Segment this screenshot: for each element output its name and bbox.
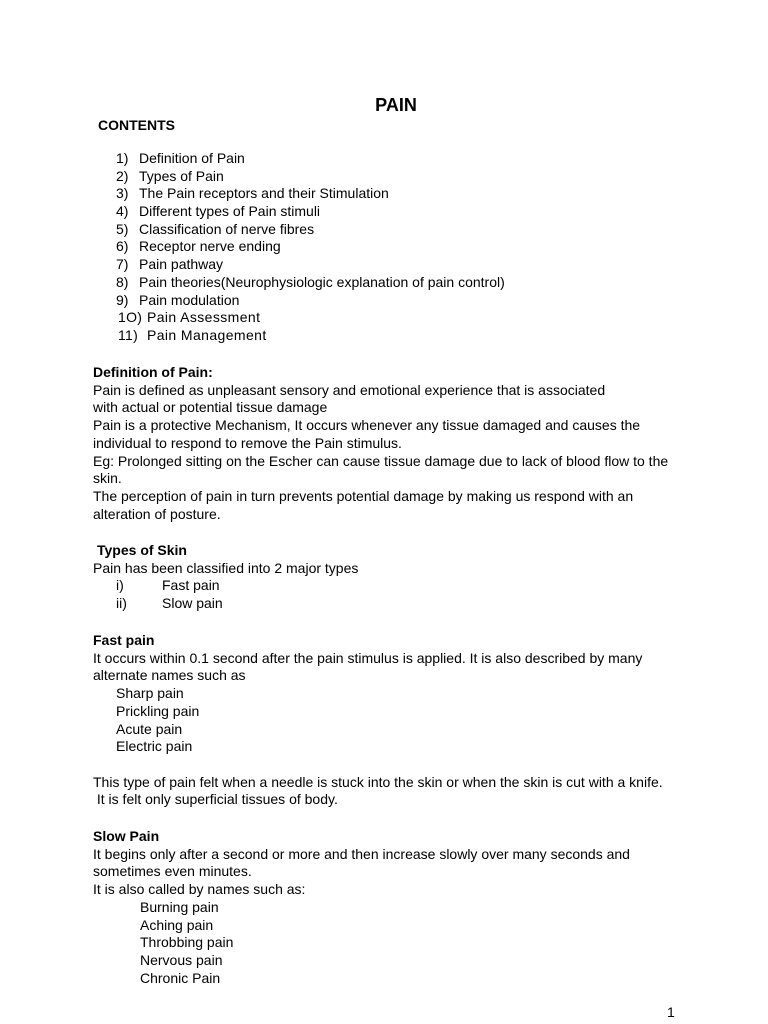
- toc-text: Pain Management: [147, 326, 267, 343]
- paragraph-line: It is felt only superficial tissues of body.: [93, 791, 338, 808]
- toc-item: [116, 150, 505, 168]
- paragraph-line: skin.: [93, 470, 122, 487]
- toc-text: Pain pathway: [139, 256, 224, 273]
- section-heading: Fast pain: [93, 632, 155, 648]
- paragraph-line: Pain is defined as unpleasant sensory and emotional experience that is associated: [93, 381, 606, 398]
- toc-number: 5): [116, 220, 129, 237]
- section-heading: Definition of Pain:: [93, 364, 213, 380]
- paragraph-line: individual to respond to remove the Pain stimulus.: [93, 434, 402, 451]
- table-of-contents: [116, 150, 505, 345]
- toc-item: [116, 168, 505, 186]
- paragraph-line: alternate names such as: [93, 667, 246, 684]
- toc-number: 11): [118, 326, 139, 343]
- slow-pain-section: [93, 828, 743, 987]
- list-item: Prickling pain: [116, 702, 200, 719]
- toc-number: 1O): [118, 309, 143, 326]
- paragraph-line: It begins only after a second or more and then increase slowly over many seconds and: [93, 845, 630, 862]
- toc-text: The Pain receptors and their Stimulation: [139, 185, 389, 202]
- list-item: [93, 577, 743, 595]
- toc-item: [116, 274, 505, 292]
- list-item: Burning pain: [140, 898, 219, 915]
- paragraph-line: sometimes even minutes.: [93, 863, 252, 880]
- types-section: [93, 542, 743, 613]
- toc-text: Receptor nerve ending: [139, 238, 281, 255]
- list-item: Sharp pain: [116, 685, 184, 702]
- contents-heading: CONTENTS: [98, 117, 175, 133]
- page-number: 1: [667, 1004, 675, 1020]
- toc-number: 6): [116, 238, 129, 255]
- paragraph-line: alteration of posture.: [93, 505, 221, 522]
- toc-item: [118, 327, 505, 345]
- toc-text: Different types of Pain stimuli: [139, 203, 321, 220]
- toc-item: [116, 292, 505, 310]
- toc-text: Types of Pain: [139, 167, 224, 184]
- toc-number: 7): [116, 256, 129, 273]
- toc-number: 9): [116, 291, 129, 308]
- paragraph-line: It is also called by names such as:: [93, 881, 306, 898]
- toc-item: [116, 203, 505, 221]
- toc-item: [116, 256, 505, 274]
- list-number: ii): [116, 595, 127, 612]
- list-text: Fast pain: [162, 577, 220, 594]
- paragraph-line: The perception of pain in turn prevents potential damage by making us respond with an: [93, 487, 634, 504]
- toc-number: 8): [116, 273, 129, 290]
- toc-text: Classification of nerve fibres: [139, 220, 315, 237]
- list-item: Throbbing pain: [140, 934, 234, 951]
- definition-section: [93, 364, 743, 523]
- toc-number: 3): [116, 185, 129, 202]
- list-item: Acute pain: [116, 720, 183, 737]
- fast-pain-section: [93, 632, 743, 809]
- paragraph-line: Eg: Prolonged sitting on the Escher can cause tissue damage due to lack of blood flow to the: [93, 452, 669, 469]
- toc-item: [118, 309, 505, 327]
- paragraph-line: It occurs within 0.1 second after the pain stimulus is applied. It is also described by many: [93, 649, 643, 666]
- document-title: PAIN: [375, 95, 417, 115]
- toc-number: 2): [116, 167, 129, 184]
- toc-item: [116, 238, 505, 256]
- toc-number: 1): [116, 150, 129, 166]
- toc-item: [116, 185, 505, 203]
- section-heading: Slow Pain: [93, 828, 160, 844]
- list-number: i): [116, 577, 124, 594]
- toc-number: 4): [116, 203, 129, 220]
- list-item: Electric pain: [116, 738, 193, 755]
- list-item: [93, 595, 743, 613]
- list-item: Aching pain: [140, 916, 214, 933]
- list-item: Chronic Pain: [140, 969, 221, 986]
- paragraph-line: Pain is a protective Mechanism, It occurs whenever any tissue damaged and causes the: [93, 417, 641, 434]
- paragraph-line: Pain has been classified into 2 major types: [93, 559, 359, 576]
- list-item: Nervous pain: [140, 951, 223, 968]
- paragraph-line: This type of pain felt when a needle is stuck into the skin or when the skin is cut with a knife.: [93, 773, 663, 790]
- paragraph-line: with actual or potential tissue damage: [93, 399, 328, 416]
- toc-text: Definition of Pain: [139, 150, 245, 166]
- toc-text: Pain Assessment: [147, 309, 261, 326]
- section-heading: Types of Skin: [97, 542, 187, 558]
- toc-text: Pain theories(Neurophysiologic explanation of pain control): [139, 273, 505, 290]
- toc-text: Pain modulation: [139, 291, 240, 308]
- list-text: Slow pain: [162, 595, 223, 612]
- toc-item: [116, 221, 505, 239]
